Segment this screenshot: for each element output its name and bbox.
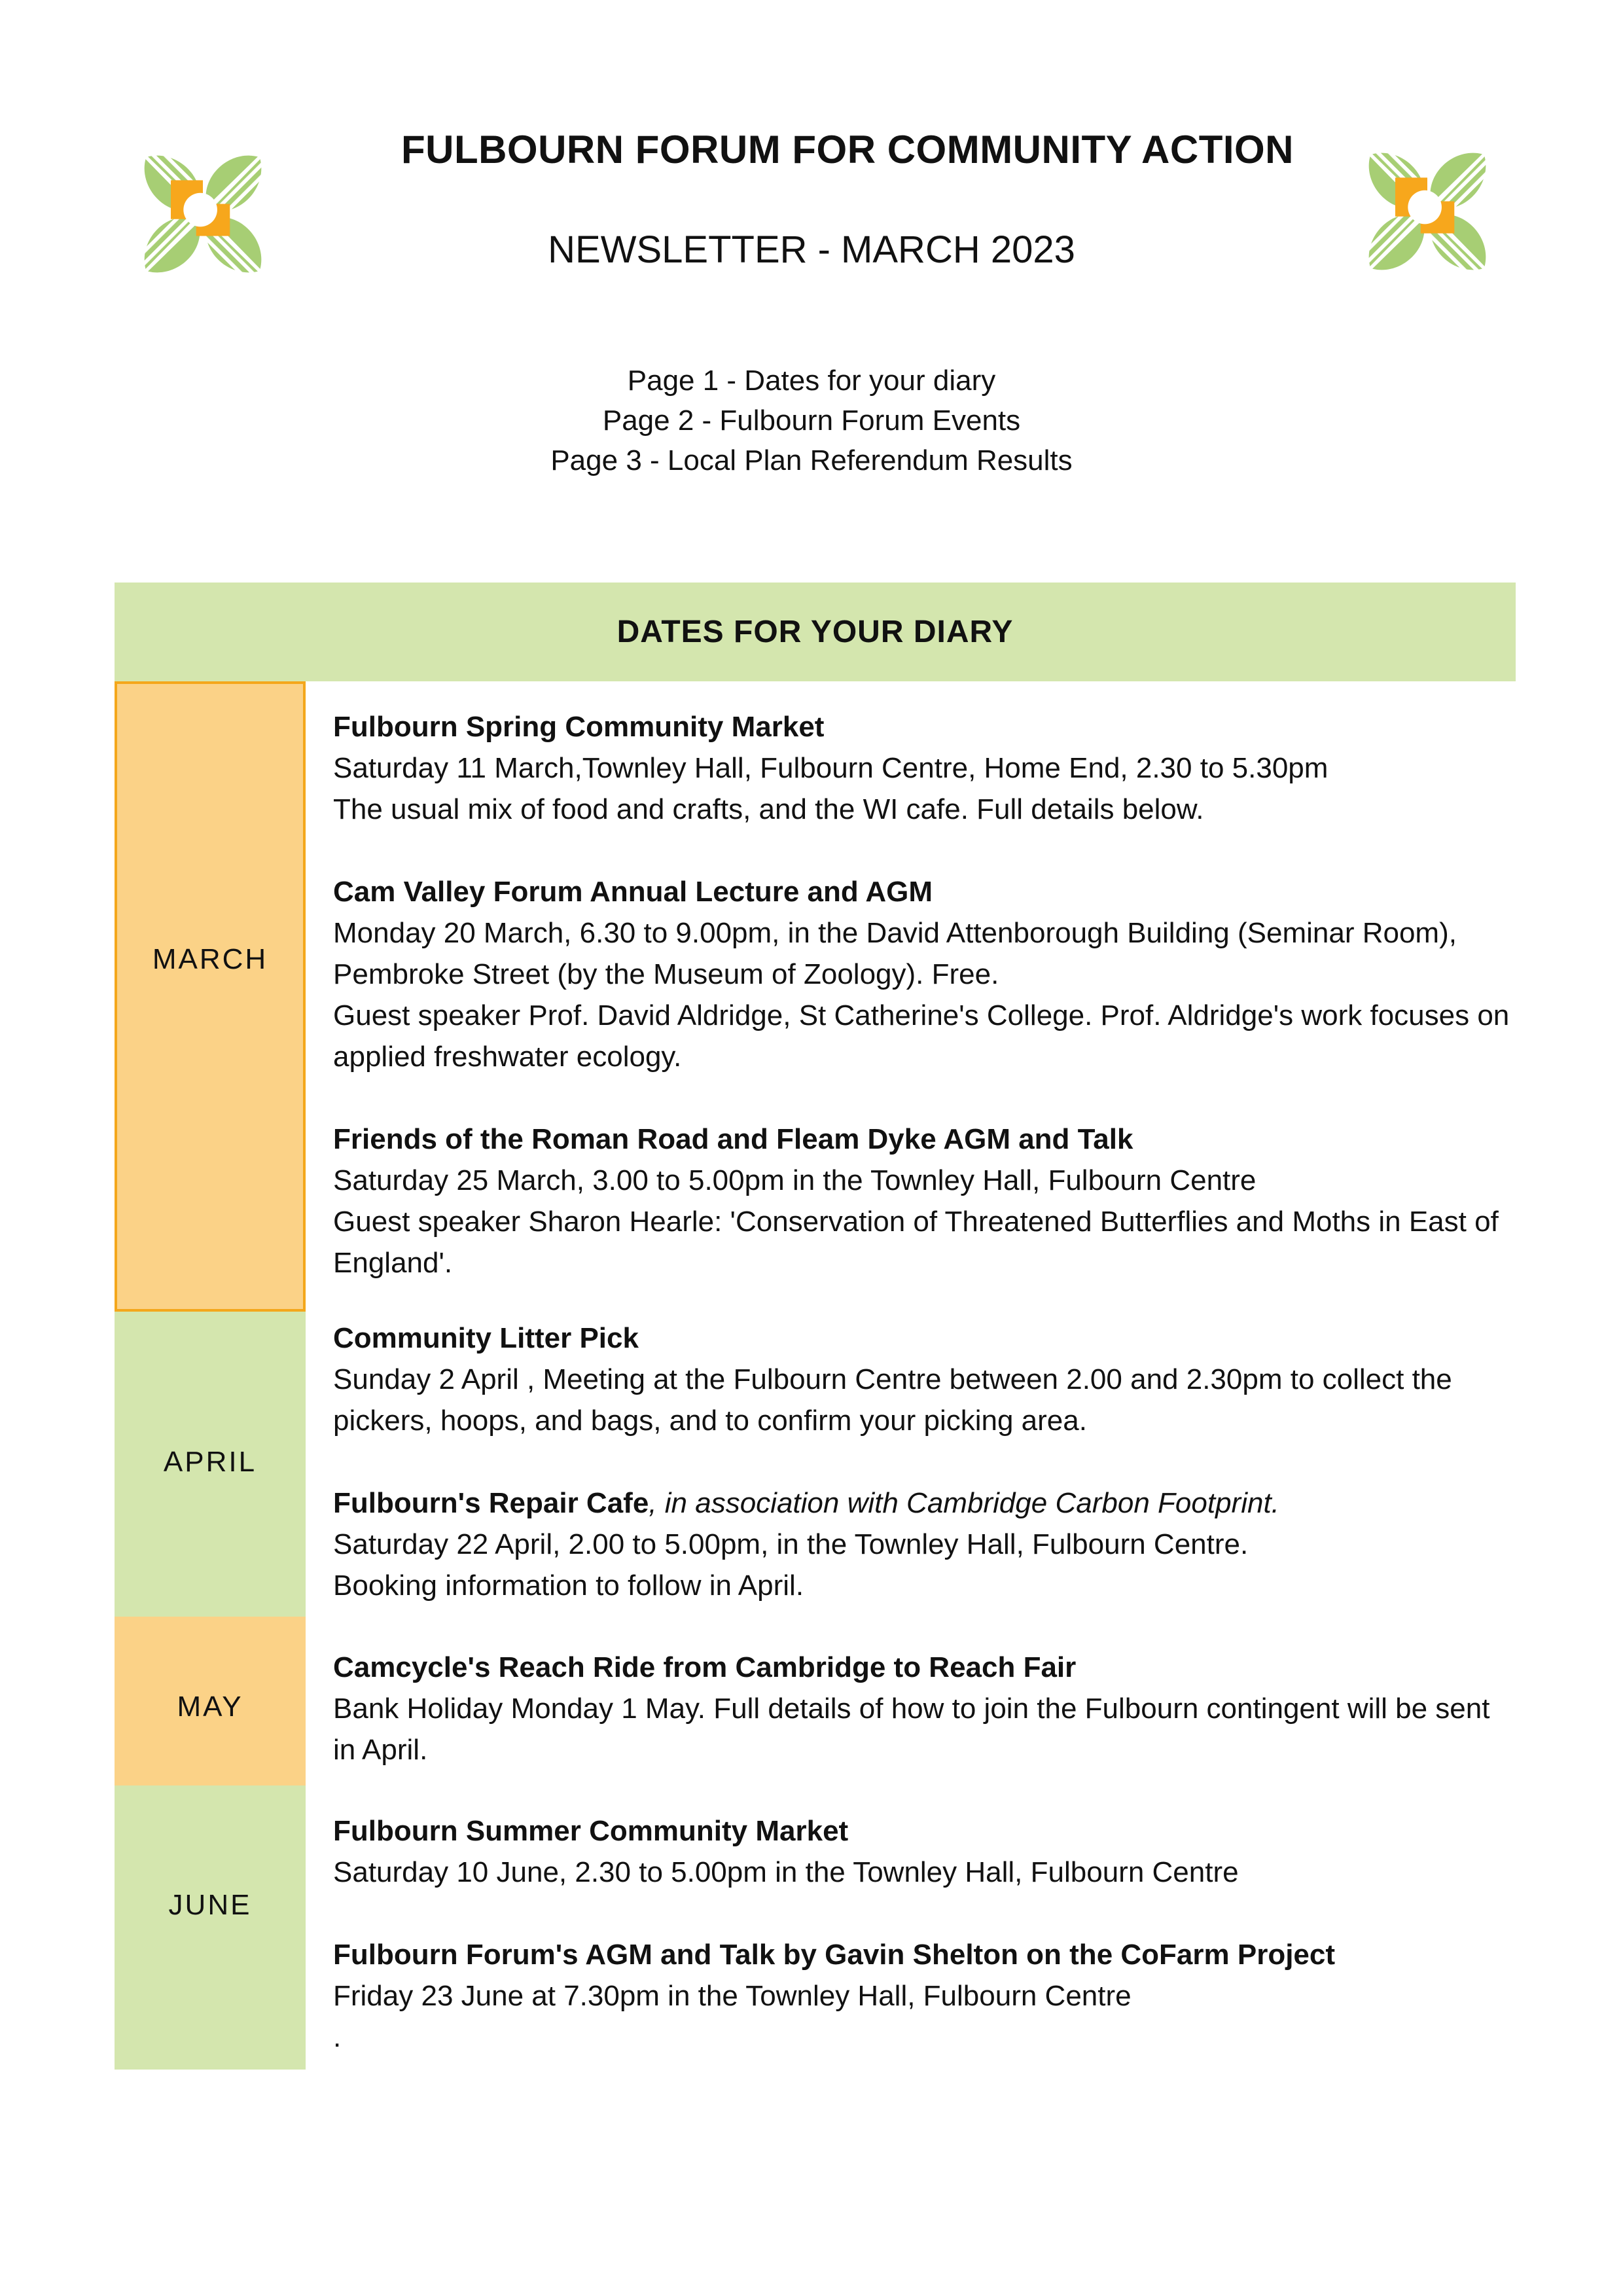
event-body-line: Friday 23 June at 7.30pm in the Townley Hall, Fulbourn Centre (333, 1980, 1132, 2012)
event-body-line: Booking information to follow in April. (333, 1570, 804, 1602)
diary-table (115, 583, 1516, 2070)
event-title-line (333, 1934, 1516, 1975)
event-title: Fulbourn's Repair Cafe (333, 1487, 649, 1519)
event-title: Camcycle's Reach Ride from Cambridge to Reach Fair (333, 1651, 1077, 1683)
month-row-may (115, 1617, 1516, 1785)
event-body-line: Guest speaker Prof. David Aldridge, St Catherine's College. Prof. Aldridge's work focuses on applied freshwater ecology. (333, 999, 1510, 1073)
toc-line: Page 1 - Dates for your diary (627, 365, 996, 397)
month-row-april (115, 1312, 1516, 1617)
event (333, 1647, 1516, 1770)
toc-line: Page 2 - Fulbourn Forum Events (602, 404, 1021, 437)
event (333, 1934, 1516, 2058)
event (333, 871, 1516, 1077)
event-title: Friends of the Roman Road and Fleam Dyke AGM and Talk (333, 1123, 1133, 1155)
event-title-line (333, 871, 1516, 912)
event-title-line (333, 1318, 1516, 1359)
toc-line: Page 3 - Local Plan Referendum Results (550, 444, 1073, 476)
events-cell-may (306, 1617, 1516, 1785)
event (333, 706, 1516, 830)
event-body-line: . (333, 2021, 342, 2053)
event-body-line: Monday 20 March, 6.30 to 9.00pm, in the David Attenborough Building (Seminar Room), Pembroke Street (by the Museum of Zoology). Free. (333, 917, 1457, 990)
month-cell-may (115, 1617, 306, 1785)
month-cell-june (115, 1785, 306, 2070)
event-title-line (333, 1119, 1516, 1160)
event-title-line (333, 1482, 1516, 1524)
month-cell-march (115, 681, 306, 1312)
newsletter-subtitle: NEWSLETTER - MARCH 2023 (548, 228, 1075, 271)
event (333, 1810, 1516, 1893)
month-cell-april (115, 1312, 306, 1617)
event-body-line: Saturday 10 June, 2.30 to 5.00pm in the Townley Hall, Fulbourn Centre (333, 1856, 1239, 1888)
diary-table-body (115, 681, 1516, 2070)
event-title-line (333, 706, 1516, 747)
event (333, 1318, 1516, 1441)
event-title: Community Litter Pick (333, 1322, 639, 1354)
month-label: APRIL (163, 1446, 257, 1478)
month-label: JUNE (168, 1889, 252, 1921)
month-label: MAY (177, 1691, 243, 1723)
event (333, 1119, 1516, 1283)
event (333, 1482, 1516, 1606)
event-title: Fulbourn Forum's AGM and Talk by Gavin Shelton on the CoFarm Project (333, 1939, 1336, 1971)
month-row-june (115, 1785, 1516, 2070)
month-row-march (115, 681, 1516, 1312)
page-title: FULBOURN FORUM FOR COMMUNITY ACTION (401, 128, 1294, 171)
event-title-line (333, 1810, 1516, 1852)
events-cell-april (306, 1312, 1516, 1617)
event-body-line: Sunday 2 April , Meeting at the Fulbourn Centre between 2.00 and 2.30pm to collect the pickers, hoops, and bags, and to confirm your picking area. (333, 1363, 1452, 1437)
event-title: Fulbourn Spring Community Market (333, 711, 825, 743)
event-title-suffix: , in association with Cambridge Carbon Footprint. (649, 1487, 1279, 1519)
table-of-contents (0, 361, 1623, 480)
event-body-line: The usual mix of food and crafts, and the WI cafe. Full details below. (333, 793, 1204, 825)
event-body-line: Bank Holiday Monday 1 May. Full details of how to join the Fulbourn contingent will be sent in April. (333, 1693, 1490, 1766)
event-title: Fulbourn Summer Community Market (333, 1815, 849, 1847)
events-cell-june (306, 1785, 1516, 2070)
events-cell-march (306, 681, 1516, 1312)
event-body-line: Saturday 25 March, 3.00 to 5.00pm in the Townley Hall, Fulbourn Centre (333, 1164, 1257, 1196)
event-title: Cam Valley Forum Annual Lecture and AGM (333, 876, 933, 908)
event-body-line: Saturday 22 April, 2.00 to 5.00pm, in the Townley Hall, Fulbourn Centre. (333, 1528, 1249, 1560)
event-body-line: Saturday 11 March,Townley Hall, Fulbourn Centre, Home End, 2.30 to 5.30pm (333, 752, 1329, 784)
diary-heading: DATES FOR YOUR DIARY (115, 583, 1516, 681)
month-label: MARCH (152, 943, 268, 975)
event-body-line: Guest speaker Sharon Hearle: 'Conservation of Threatened Butterflies and Moths in East of England'. (333, 1206, 1499, 1279)
event-title-line (333, 1647, 1516, 1688)
